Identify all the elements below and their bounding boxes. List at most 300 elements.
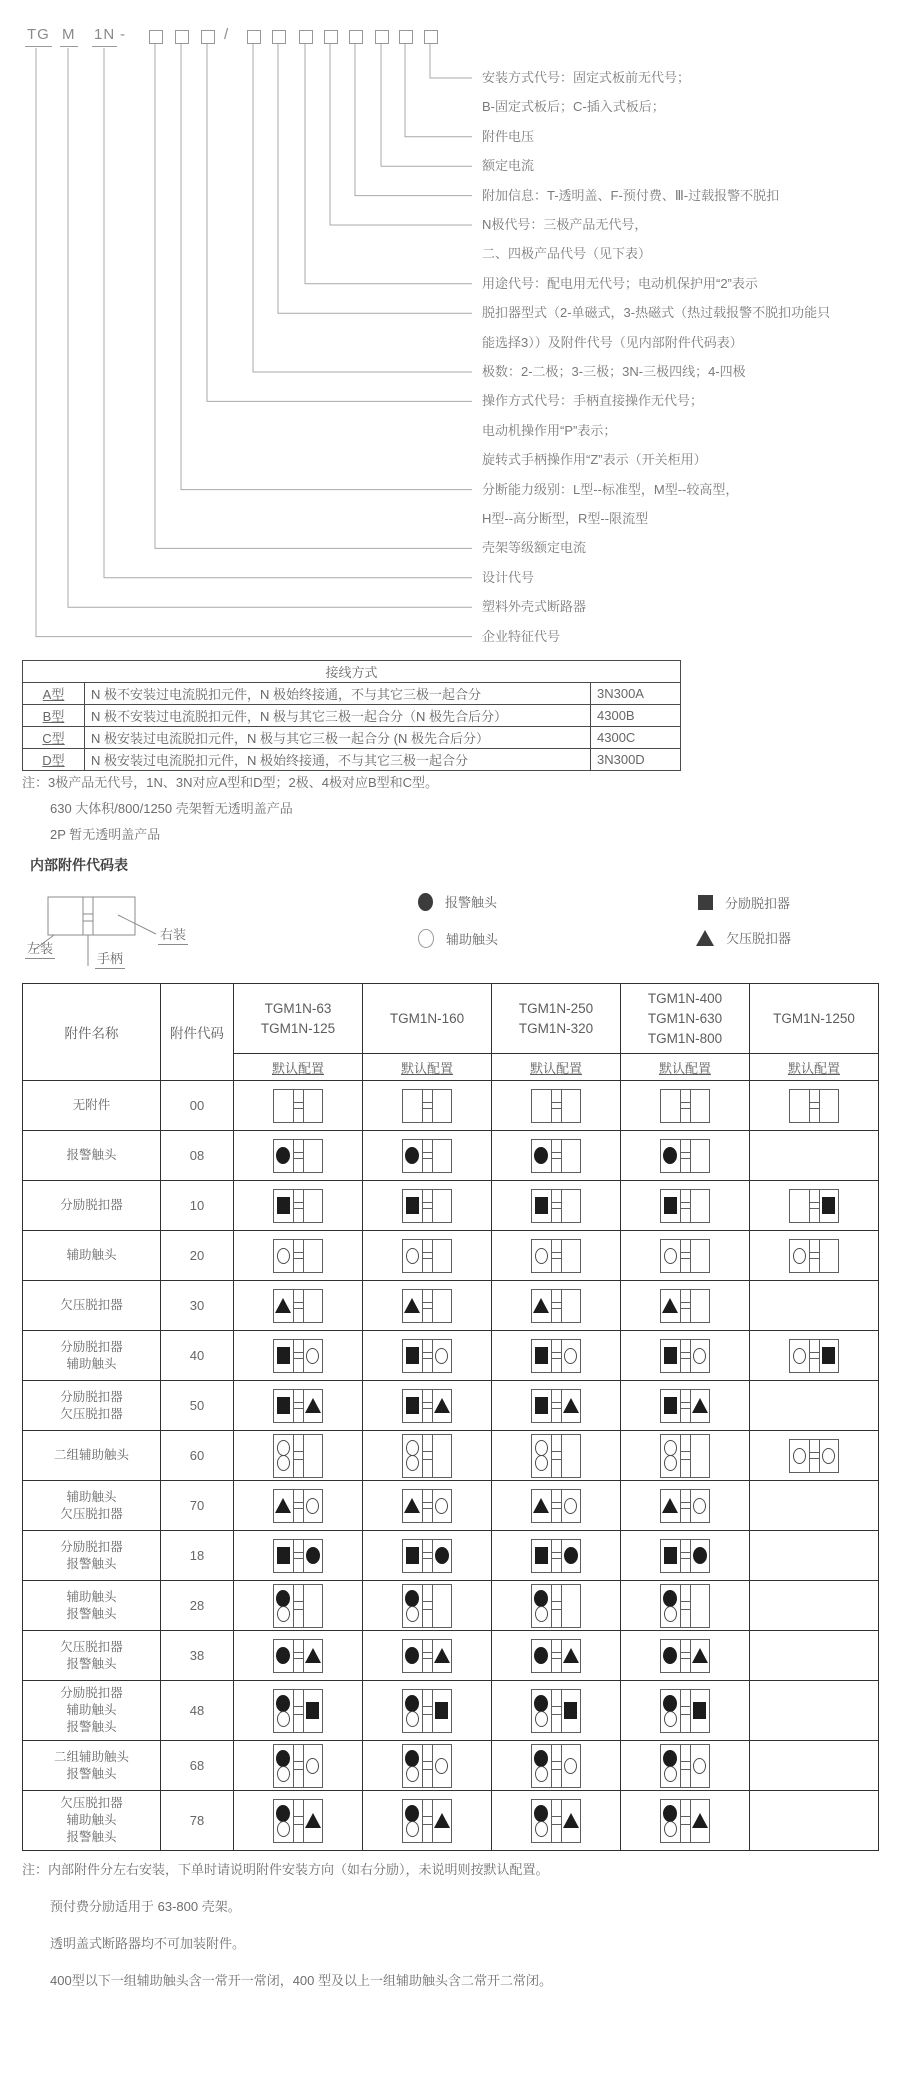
left-mount-zone xyxy=(274,1090,293,1122)
accessory-name: 辅助触头 欠压脱扣器 xyxy=(23,1481,161,1531)
wiring-table-title: 接线方式 xyxy=(23,661,681,683)
handle-symbol xyxy=(809,1240,820,1272)
config-cell xyxy=(750,1791,879,1851)
accessory-position-diagram xyxy=(531,1239,581,1273)
right-mount-zone xyxy=(820,1340,839,1372)
model-prefix-m: M xyxy=(60,26,78,47)
left-mount-zone xyxy=(403,1640,422,1672)
wiring-type: C型 xyxy=(23,727,85,749)
handle-symbol xyxy=(293,1690,304,1732)
undervoltage-release-symbol xyxy=(563,1813,579,1828)
accessory-position-diagram xyxy=(531,1434,581,1478)
handle-symbol xyxy=(293,1490,304,1522)
accessory-position-diagram xyxy=(660,1799,710,1843)
left-mount-zone xyxy=(661,1140,680,1172)
accessory-position-diagram xyxy=(660,1689,710,1733)
col-header-model-group xyxy=(492,984,621,1054)
right-mount-zone xyxy=(304,1640,323,1672)
digit-box xyxy=(247,30,261,44)
accessory-name: 分励脱扣器 辅助触头 报警触头 xyxy=(23,1681,161,1741)
alarm-contact-symbol xyxy=(405,1590,419,1607)
handle-symbol xyxy=(551,1390,562,1422)
accessory-position-diagram xyxy=(789,1089,839,1123)
right-mount-zone xyxy=(691,1290,710,1322)
handle-symbol xyxy=(680,1290,691,1322)
config-cell xyxy=(621,1231,750,1281)
accessory-position-diagram xyxy=(531,1289,581,1323)
undervoltage-release-symbol xyxy=(533,1298,549,1313)
config-cell xyxy=(492,1181,621,1231)
left-mount-zone xyxy=(661,1640,680,1672)
accessory-name: 报警触头 xyxy=(23,1131,161,1181)
aux-contact-symbol xyxy=(406,1440,419,1456)
alarm-contact-symbol xyxy=(663,1590,677,1607)
alarm-contact-symbol xyxy=(663,1805,677,1822)
col-header-model-group xyxy=(750,984,879,1054)
left-mount-zone xyxy=(274,1585,293,1627)
alarm-contact-symbol xyxy=(405,1750,419,1767)
accessory-position-diagram xyxy=(660,1339,710,1373)
config-cell xyxy=(363,1081,492,1131)
config-cell xyxy=(621,1431,750,1481)
left-mount-zone xyxy=(790,1090,809,1122)
accessory-position-diagram xyxy=(531,1189,581,1223)
config-cell xyxy=(492,1531,621,1581)
aux-contact-symbol xyxy=(406,1711,419,1727)
undervoltage-release-symbol xyxy=(404,1298,420,1313)
left-mount-zone xyxy=(661,1745,680,1787)
right-mount-zone xyxy=(433,1745,452,1787)
accessory-position-diagram xyxy=(273,1689,323,1733)
accessory-table-row xyxy=(23,1381,879,1431)
left-mount-zone xyxy=(532,1435,551,1477)
model-name: TGM1N-800 xyxy=(647,1030,723,1046)
callout-label: 附加信息：T-透明盖、F-预付费、Ⅲ-过载报警不脱扣 xyxy=(482,187,780,203)
digit-box xyxy=(201,30,215,44)
accessory-position-diagram xyxy=(660,1639,710,1673)
aux-contact-symbol xyxy=(435,1498,448,1514)
handle-symbol xyxy=(551,1640,562,1672)
accessory-name: 无附件 xyxy=(23,1081,161,1131)
callout-label: 操作方式代号：手柄直接操作无代号； xyxy=(482,393,704,409)
aux-contact-symbol xyxy=(535,1248,548,1264)
alarm-contact-symbol xyxy=(405,1695,419,1712)
alarm-contact-symbol xyxy=(534,1647,548,1664)
left-mount-zone xyxy=(532,1690,551,1732)
right-mount-zone xyxy=(562,1190,581,1222)
right-mount-zone xyxy=(304,1190,323,1222)
accessory-position-diagram xyxy=(273,1434,323,1478)
callout-label: 设计代号 xyxy=(482,569,535,585)
config-cell xyxy=(363,1231,492,1281)
config-cell xyxy=(621,1681,750,1741)
alarm-contact-symbol xyxy=(405,1147,419,1164)
digit-box xyxy=(324,30,338,44)
aux-contact-symbol xyxy=(406,1766,419,1782)
aux-contact-symbol xyxy=(277,1821,290,1837)
right-mount-zone xyxy=(304,1240,323,1272)
callout-label: 壳架等级额定电流 xyxy=(482,540,587,556)
undervoltage-release-symbol xyxy=(305,1813,321,1828)
accessory-table-row xyxy=(23,1481,879,1531)
callout-label: 极数：2-二极；3-三极；3N-三极四线；4-四极 xyxy=(482,364,746,379)
wiring-table-row xyxy=(23,705,681,727)
digit-box xyxy=(149,30,163,44)
handle-symbol xyxy=(680,1340,691,1372)
alarm-contact-symbol xyxy=(663,1750,677,1767)
config-cell xyxy=(621,1381,750,1431)
handle-symbol xyxy=(680,1800,691,1842)
alarm-contact-symbol xyxy=(534,1590,548,1607)
accessory-table-row xyxy=(23,1581,879,1631)
left-mount-zone xyxy=(661,1290,680,1322)
right-mount-zone xyxy=(562,1140,581,1172)
accessory-code: 70 xyxy=(161,1481,234,1531)
undervoltage-release-symbol xyxy=(662,1498,678,1513)
legend-item-aux-contact xyxy=(418,929,498,948)
config-cell xyxy=(621,1581,750,1631)
model-name: TGM1N-320 xyxy=(518,1020,594,1036)
config-cell xyxy=(621,1131,750,1181)
handle-symbol xyxy=(551,1240,562,1272)
accessory-name: 欠压脱扣器 xyxy=(23,1281,161,1331)
right-mount-zone xyxy=(562,1800,581,1842)
config-cell xyxy=(750,1381,879,1431)
config-cell xyxy=(492,1331,621,1381)
accessory-note-line: 透明盖式断路器均不可加装附件。 xyxy=(50,1936,246,1951)
accessory-position-diagram xyxy=(273,1744,323,1788)
handle-symbol xyxy=(293,1585,304,1627)
handle-symbol xyxy=(422,1340,433,1372)
handle-symbol xyxy=(422,1800,433,1842)
alarm-contact-symbol xyxy=(276,1805,290,1822)
accessory-table-row xyxy=(23,1281,879,1331)
handle-symbol xyxy=(551,1090,562,1122)
config-cell xyxy=(492,1281,621,1331)
callout-label: 附件电压 xyxy=(482,128,535,144)
aux-contact-symbol xyxy=(793,1348,806,1364)
config-cell xyxy=(234,1081,363,1131)
aux-contact-symbol xyxy=(535,1821,548,1837)
accessory-table-row xyxy=(23,1331,879,1381)
config-cell xyxy=(492,1431,621,1481)
legend-label: 分励脱扣器 xyxy=(725,896,791,911)
undervoltage-release-symbol xyxy=(662,1298,678,1313)
accessory-position-diagram xyxy=(402,1239,452,1273)
left-mount-zone xyxy=(532,1090,551,1122)
callout-label: 用途代号：配电用无代号；电动机保护用“2”表示 xyxy=(482,275,758,291)
accessory-name: 分励脱扣器 辅助触头 xyxy=(23,1331,161,1381)
shunt-release-symbol xyxy=(564,1702,577,1719)
undervoltage-release-symbol xyxy=(404,1498,420,1513)
accessory-table-row xyxy=(23,1431,879,1481)
left-mount-zone xyxy=(790,1190,809,1222)
aux-contact-symbol xyxy=(406,1606,419,1622)
right-mount-zone xyxy=(433,1090,452,1122)
right-mount-zone xyxy=(562,1540,581,1572)
right-mount-zone xyxy=(433,1690,452,1732)
digit-box xyxy=(399,30,413,44)
right-mount-zone xyxy=(691,1800,710,1842)
accessory-table-row xyxy=(23,1531,879,1581)
accessory-code: 78 xyxy=(161,1791,234,1851)
wiring-code: 4300C xyxy=(591,727,681,749)
shunt-release-symbol xyxy=(535,1547,548,1564)
left-mount-zone xyxy=(403,1435,422,1477)
aux-contact-symbol xyxy=(664,1248,677,1264)
accessory-code: 10 xyxy=(161,1181,234,1231)
accessory-name: 辅助触头 报警触头 xyxy=(23,1581,161,1631)
left-mount-zone xyxy=(274,1140,293,1172)
aux-contact-icon xyxy=(418,929,434,948)
alarm-contact-symbol xyxy=(663,1647,677,1664)
right-mount-zone xyxy=(433,1340,452,1372)
config-cell xyxy=(492,1231,621,1281)
callout-label: 额定电流 xyxy=(482,158,535,174)
right-mount-zone xyxy=(691,1540,710,1572)
model-name: TGM1N-125 xyxy=(260,1020,336,1036)
accessory-position-diagram xyxy=(531,1089,581,1123)
left-mount-zone xyxy=(532,1800,551,1842)
aux-contact-symbol xyxy=(793,1248,806,1264)
alarm-contact-symbol xyxy=(534,1750,548,1767)
undervoltage-release-symbol xyxy=(563,1648,579,1663)
accessory-section-title: 内部附件代码表 xyxy=(30,857,128,873)
accessory-position-diagram xyxy=(402,1089,452,1123)
model-slash-separator: / xyxy=(224,26,229,43)
model-name: TGM1N-160 xyxy=(389,1010,465,1026)
handle-symbol xyxy=(422,1490,433,1522)
accessory-position-diagram xyxy=(273,1289,323,1323)
accessory-position-diagram xyxy=(531,1639,581,1673)
undervoltage-release-symbol xyxy=(434,1398,450,1413)
aux-contact-symbol xyxy=(277,1440,290,1456)
handle-symbol xyxy=(551,1585,562,1627)
accessory-position-diagram xyxy=(402,1639,452,1673)
accessory-position-diagram xyxy=(402,1489,452,1523)
right-mount-zone xyxy=(304,1340,323,1372)
handle-symbol xyxy=(551,1745,562,1787)
accessory-position-diagram xyxy=(660,1189,710,1223)
callout-label: 安装方式代号：固定式板前无代号； xyxy=(482,70,691,85)
aux-contact-symbol xyxy=(693,1498,706,1514)
right-mount-zone xyxy=(562,1090,581,1122)
config-cell xyxy=(234,1431,363,1481)
alarm-contact-symbol xyxy=(663,1695,677,1712)
shunt-release-symbol xyxy=(277,1547,290,1564)
accessory-position-diagram xyxy=(402,1389,452,1423)
alarm-contact-symbol xyxy=(276,1647,290,1664)
accessory-position-diagram xyxy=(660,1089,710,1123)
config-cell xyxy=(363,1681,492,1741)
wiring-note-line: 630 大体积/800/1250 壳架暂无透明盖产品 xyxy=(50,801,293,816)
handle-symbol xyxy=(293,1190,304,1222)
config-cell xyxy=(363,1531,492,1581)
accessory-position-diagram xyxy=(660,1389,710,1423)
aux-contact-symbol xyxy=(664,1711,677,1727)
right-mount-zone xyxy=(691,1640,710,1672)
config-cell xyxy=(234,1181,363,1231)
accessory-position-diagram xyxy=(789,1339,839,1373)
right-mount-zone xyxy=(304,1540,323,1572)
left-mount-zone xyxy=(274,1240,293,1272)
wiring-type: A型 xyxy=(23,683,85,705)
right-mount-zone xyxy=(304,1745,323,1787)
accessory-code: 60 xyxy=(161,1431,234,1481)
undervoltage-release-symbol xyxy=(692,1648,708,1663)
aux-contact-symbol xyxy=(564,1498,577,1514)
right-mount-zone xyxy=(433,1190,452,1222)
aux-contact-symbol xyxy=(693,1758,706,1774)
handle-symbol xyxy=(422,1435,433,1477)
col-header-model-group xyxy=(363,984,492,1054)
col-header-model-group xyxy=(621,984,750,1054)
config-cell xyxy=(750,1281,879,1331)
accessory-table-row xyxy=(23,1791,879,1851)
left-mount-zone xyxy=(403,1690,422,1732)
right-mount-zone xyxy=(562,1240,581,1272)
handle-symbol xyxy=(809,1340,820,1372)
alarm-contact-symbol xyxy=(564,1547,578,1564)
accessory-code-table xyxy=(22,983,879,1851)
config-cell xyxy=(234,1791,363,1851)
handle-symbol xyxy=(293,1540,304,1572)
right-mount-zone xyxy=(433,1540,452,1572)
aux-contact-symbol xyxy=(406,1455,419,1471)
undervoltage-release-symbol xyxy=(434,1813,450,1828)
handle-symbol xyxy=(293,1800,304,1842)
accessory-position-diagram xyxy=(789,1439,839,1473)
handle-symbol xyxy=(422,1140,433,1172)
right-mount-zone xyxy=(691,1745,710,1787)
handle-symbol xyxy=(809,1190,820,1222)
right-mount-zone xyxy=(304,1585,323,1627)
left-mount-zone xyxy=(274,1190,293,1222)
orientation-handle-label: 手柄 xyxy=(95,948,125,969)
left-mount-zone xyxy=(532,1640,551,1672)
handle-symbol xyxy=(551,1540,562,1572)
aux-contact-symbol xyxy=(564,1758,577,1774)
accessory-position-diagram xyxy=(273,1139,323,1173)
accessory-position-diagram xyxy=(660,1434,710,1478)
digit-box xyxy=(349,30,363,44)
shunt-release-symbol xyxy=(664,1397,677,1414)
config-cell xyxy=(363,1131,492,1181)
model-prefix-1n: 1N xyxy=(92,26,117,47)
accessory-table-row xyxy=(23,1181,879,1231)
wiring-description: N 极安装过电流脱扣元件，N 极始终接通，不与其它三极一起合分 xyxy=(85,749,591,771)
config-cell xyxy=(750,1681,879,1741)
handle-symbol xyxy=(551,1290,562,1322)
accessory-position-diagram xyxy=(402,1289,452,1323)
right-mount-zone xyxy=(304,1490,323,1522)
left-mount-zone xyxy=(532,1190,551,1222)
handle-symbol xyxy=(809,1440,820,1472)
accessory-position-diagram xyxy=(531,1339,581,1373)
aux-contact-symbol xyxy=(535,1711,548,1727)
left-mount-zone xyxy=(274,1340,293,1372)
accessory-position-diagram xyxy=(660,1239,710,1273)
accessory-table-row xyxy=(23,1231,879,1281)
digit-box xyxy=(175,30,189,44)
config-cell xyxy=(363,1281,492,1331)
config-cell xyxy=(492,1131,621,1181)
left-mount-zone xyxy=(532,1540,551,1572)
shunt-release-symbol xyxy=(277,1397,290,1414)
left-mount-zone xyxy=(661,1585,680,1627)
handle-symbol xyxy=(551,1140,562,1172)
left-mount-zone xyxy=(274,1745,293,1787)
config-cell xyxy=(363,1791,492,1851)
wiring-table-row xyxy=(23,683,681,705)
left-mount-zone xyxy=(790,1240,809,1272)
alarm-contact-symbol xyxy=(276,1147,290,1164)
wiring-mode-table xyxy=(22,660,681,771)
accessory-code: 18 xyxy=(161,1531,234,1581)
shunt-release-symbol xyxy=(822,1197,835,1214)
accessory-position-diagram xyxy=(789,1189,839,1223)
config-cell xyxy=(492,1791,621,1851)
right-mount-zone xyxy=(433,1490,452,1522)
model-code-diagram xyxy=(0,0,900,655)
aux-contact-symbol xyxy=(664,1821,677,1837)
legend-item-alarm-contact xyxy=(418,892,497,911)
aux-contact-symbol xyxy=(306,1758,319,1774)
aux-contact-symbol xyxy=(277,1711,290,1727)
aux-contact-symbol xyxy=(793,1448,806,1464)
accessory-name: 二组辅助触头 xyxy=(23,1431,161,1481)
model-name: TGM1N-63 xyxy=(264,1000,332,1016)
left-mount-zone xyxy=(274,1690,293,1732)
default-config-label: 默认配置 xyxy=(492,1054,621,1081)
accessory-notes xyxy=(22,1860,552,2008)
digit-box xyxy=(375,30,389,44)
wiring-type: B型 xyxy=(23,705,85,727)
handle-symbol xyxy=(551,1190,562,1222)
handle-symbol xyxy=(293,1140,304,1172)
left-mount-zone xyxy=(403,1290,422,1322)
aux-contact-symbol xyxy=(693,1348,706,1364)
right-mount-zone xyxy=(691,1585,710,1627)
handle-symbol xyxy=(551,1690,562,1732)
callout-label: 旋转式手柄操作用“Z”表示（开关柜用） xyxy=(482,452,707,468)
config-cell xyxy=(492,1581,621,1631)
left-mount-zone xyxy=(532,1240,551,1272)
handle-symbol xyxy=(422,1240,433,1272)
callout-label: 塑料外壳式断路器 xyxy=(482,599,587,615)
handle-symbol xyxy=(680,1585,691,1627)
right-mount-zone xyxy=(433,1435,452,1477)
accessory-table-row xyxy=(23,1631,879,1681)
left-mount-zone xyxy=(661,1390,680,1422)
handle-symbol xyxy=(293,1090,304,1122)
config-cell xyxy=(750,1481,879,1531)
callout-label: 企业特征代号 xyxy=(482,628,561,644)
default-config-label: 默认配置 xyxy=(363,1054,492,1081)
left-mount-zone xyxy=(403,1240,422,1272)
default-config-label: 默认配置 xyxy=(621,1054,750,1081)
default-config-label: 默认配置 xyxy=(750,1054,879,1081)
accessory-position-diagram xyxy=(273,1489,323,1523)
config-cell xyxy=(234,1481,363,1531)
accessory-position-diagram xyxy=(660,1489,710,1523)
right-mount-zone xyxy=(433,1640,452,1672)
left-mount-zone xyxy=(274,1640,293,1672)
handle-symbol xyxy=(680,1745,691,1787)
config-cell xyxy=(363,1631,492,1681)
handle-symbol xyxy=(293,1745,304,1787)
handle-symbol xyxy=(293,1640,304,1672)
